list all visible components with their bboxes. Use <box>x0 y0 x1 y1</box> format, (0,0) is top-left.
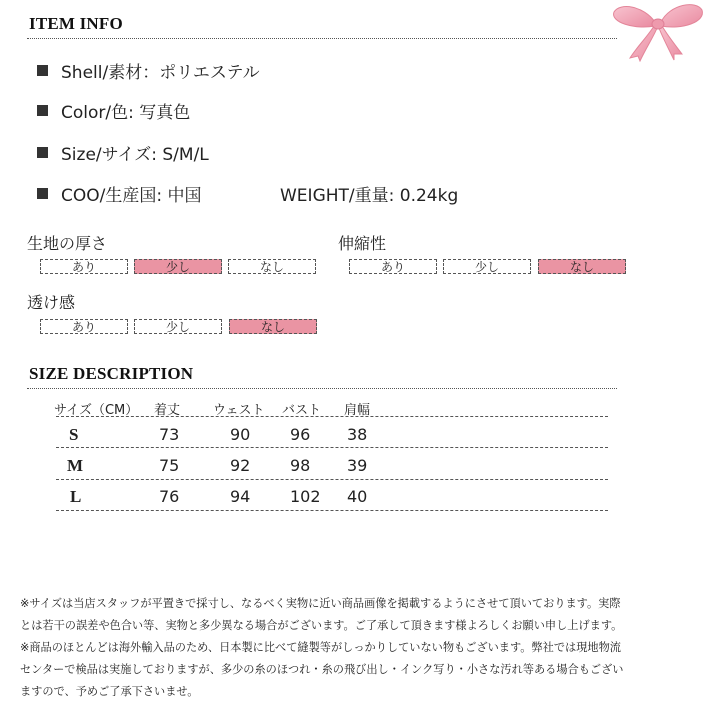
info-row-coo <box>37 181 202 206</box>
size-header-shoulder: 肩幅 <box>344 403 371 418</box>
info-row-weight: WEIGHT/重量: 0.24kg <box>280 186 459 206</box>
note-line: とは若干の誤差や色合い等、実物と多少異なる場合がございます。ご了承して頂きます様よろしくお願い申し上げます。 <box>20 619 623 632</box>
size-row-label: L <box>70 487 82 506</box>
size-description-title: SIZE DESCRIPTION <box>29 364 194 383</box>
size-row-length: 76 <box>159 487 180 506</box>
thickness-option-ari: あり <box>40 259 128 274</box>
square-bullet-icon <box>37 147 48 158</box>
ribbon-bow-icon <box>608 0 708 62</box>
info-row-color <box>37 98 190 123</box>
size-row-bust: 96 <box>290 425 311 444</box>
item-info-divider <box>27 38 617 39</box>
table-divider <box>56 479 608 480</box>
table-divider <box>56 510 608 511</box>
size-header-waist: ウェスト <box>213 403 265 418</box>
square-bullet-icon <box>37 65 48 76</box>
thickness-option-nashi: なし <box>228 259 316 274</box>
size-row-length: 75 <box>159 456 180 475</box>
size-row-label: S <box>69 425 79 444</box>
size-row-waist: 90 <box>230 425 251 444</box>
note-line: ※サイズは当店スタッフが平置きで採寸し、なるべく実物に近い商品画像を掲載するようにさせて頂いております。実際 <box>20 597 621 610</box>
item-info-title: ITEM INFO <box>29 14 123 33</box>
table-divider <box>56 416 608 417</box>
thickness-option-sukoshi: 少し <box>134 259 222 274</box>
size-row-length: 73 <box>159 425 180 444</box>
info-row-size <box>37 140 209 165</box>
size-row-waist: 92 <box>230 456 251 475</box>
note-line: ますので、予めご了承下さいませ。 <box>20 685 199 698</box>
size-header-size: サイズ（CM） <box>54 403 139 418</box>
size-row-bust: 98 <box>290 456 311 475</box>
sheer-option-ari: あり <box>40 319 128 334</box>
size-row-label: M <box>67 456 84 475</box>
info-row-text: Color/色: 写真色 <box>61 103 191 123</box>
size-row-shoulder: 40 <box>347 487 368 506</box>
info-row-text: Size/サイズ: S/M/L <box>61 145 209 165</box>
size-description-divider <box>27 388 617 389</box>
sheer-label: 透け感 <box>27 293 76 312</box>
stretch-option-ari: あり <box>349 259 437 274</box>
info-row-shell <box>37 58 260 83</box>
info-row-text: Shell/素材：ポリエステル <box>61 63 260 83</box>
sheer-option-nashi: なし <box>229 319 317 334</box>
note-line: ※商品のほとんどは海外輸入品のため、日本製に比べて縫製等がしっかりしていない物もございます。弊社では現地物流 <box>20 641 621 654</box>
stretch-option-sukoshi: 少し <box>443 259 531 274</box>
thickness-label: 生地の厚さ <box>27 234 108 253</box>
stretch-option-nashi: なし <box>538 259 626 274</box>
note-line: センターで検品は実施しておりますが、多少の糸のほつれ・糸の飛び出し・インク写り・小さな汚れ等ある場合もござい <box>20 663 624 676</box>
size-row-waist: 94 <box>230 487 251 506</box>
square-bullet-icon <box>37 188 48 199</box>
info-row-text: COO/生産国: 中国 <box>61 186 202 206</box>
size-row-shoulder: 39 <box>347 456 368 475</box>
notes-block <box>20 593 700 703</box>
sheer-option-sukoshi: 少し <box>134 319 222 334</box>
size-row-bust: 102 <box>290 487 321 506</box>
size-header-bust: バスト <box>282 403 322 418</box>
table-divider <box>56 447 608 448</box>
size-row-shoulder: 38 <box>347 425 368 444</box>
stretch-label: 伸縮性 <box>338 234 387 253</box>
size-header-length: 着丈 <box>154 403 181 418</box>
square-bullet-icon <box>37 105 48 116</box>
